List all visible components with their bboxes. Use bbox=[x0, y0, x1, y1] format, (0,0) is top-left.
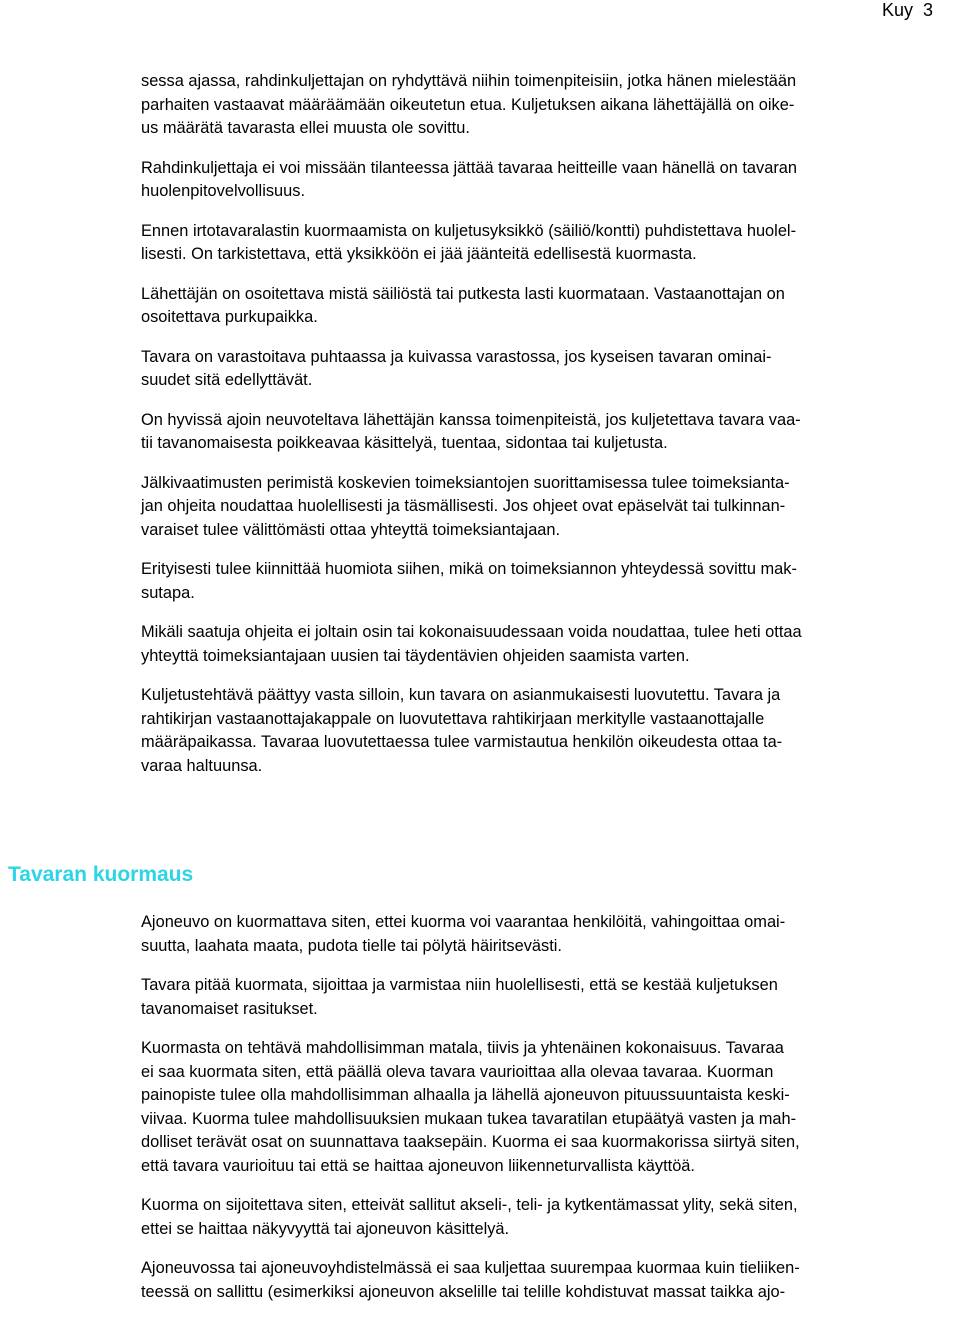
header-month: Kuy bbox=[881, 0, 913, 20]
body-text-bottom bbox=[141, 911, 956, 1304]
paragraph: sessa ajassa, rahdinkuljettajan on ryhdyttävä niihin toimenpiteisiin, jotka hänen mielestään parhaiten vastaavat määräämään oikeutetun etua. Kuljetuksen aikana lähettäjällä on oike- us määrätä tavarasta ellei muusta ole sovittu. bbox=[141, 72, 797, 137]
paragraph: Tavara pitää kuormata, sijoittaa ja varmistaa niin huolellisesti, että se kestää kuljetuksen tavanomaiset rasitukset. bbox=[141, 976, 778, 1018]
paragraph: Ennen irtotavaralastin kuormaamista on kuljetusyksikkö (säiliö/kontti) puhdistettava huolel- lisesti. On tarkistettava, että yksikköön ei jää jäänteitä edellisestä kuormasta. bbox=[141, 221, 797, 263]
paragraph: Rahdinkuljettaja ei voi missään tilanteessa jättää tavaraa heitteille vaan hänellä on tavaran huolenpitovelvollisuus. bbox=[141, 158, 798, 200]
paragraph: Tavara on varastoitava puhtaassa ja kuivassa varastossa, jos kyseisen tavaran ominai- suudet sitä edellyttävät. bbox=[141, 347, 772, 389]
paragraph: Kuormasta on tehtävä mahdollisimman matala, tiivis ja yhtenäinen kokonaisuus. Tavaraa ei saa kuormata siten, että päällä oleva tavara vaurioittaa alla olevaa tavaraa. Kuorman painopiste tulee olla mahdollisimman alhaalla ja lähellä ajoneuvon pituussuuntaista keski- viivaa. Kuorma tulee mahdollisuuksien mukaan tukea tavaratilan etupäätyä vasten ja mah- dolliset terävät osat on suunnattava taaksepäin. Kuorma ei saa kuormakorissa siirtyä siten, että tavara vaurioituu tai että se haittaa ajoneuvon liikenneturvallista käyttöä. bbox=[141, 1039, 800, 1175]
page-number: 3 bbox=[922, 0, 933, 20]
paragraph: Lähettäjän on osoitettava mistä säiliöstä tai putkesta lasti kuormataan. Vastaanottajan on osoitettava purkupaikka. bbox=[141, 284, 785, 326]
paragraph: On hyvissä ajoin neuvoteltava lähettäjän kanssa toimenpiteistä, jos kuljetettava tavara vaa- tii tavanomaisesta poikkeavaa käsittelyä, tuentaa, sidontaa tai kuljetusta. bbox=[141, 410, 801, 452]
paragraph: Jälkivaatimusten perimistä koskevien toimeksiantojen suorittamisessa tulee toimeksianta- jan ohjeita noudattaa huolellisesti ja täsmällisesti. Jos ohjeet ovat epäselvät tai tulkinnan- varaiset tulee välittömästi ottaa yhteyttä toimeksiantajaan. bbox=[141, 473, 790, 539]
paragraph: Erityisesti tulee kiinnittää huomiota siihen, mikä on toimeksiannon yhteydessä sovittu mak- sutapa. bbox=[141, 560, 797, 602]
page-header bbox=[882, 0, 933, 20]
section-heading: Tavaran kuormaus bbox=[8, 863, 194, 886]
paragraph: Ajoneuvo on kuormattava siten, ettei kuorma voi vaarantaa henkilöitä, vahingoittaa omai- suutta, laahata maata, pudota tielle tai pölytä häiritsevästi. bbox=[141, 913, 786, 955]
paragraph: Kuorma on sijoitettava siten, etteivät sallitut akseli-, teli- ja kytkentämassat ylity, sekä siten, ettei se haittaa näkyvyyttä tai ajoneuvon käsittelyä. bbox=[141, 1196, 798, 1238]
paragraph: Mikäli saatuja ohjeita ei joltain osin tai kokonaisuudessaan voida noudattaa, tulee heti ottaa yhteyttä toimeksiantajaan uusien tai täydentävien ohjeiden saamista varten. bbox=[141, 623, 802, 665]
paragraph: Ajoneuvossa tai ajoneuvoyhdistelmässä ei saa kuljettaa suurempaa kuormaa kuin tieliiken- teessä on sallittu (esimerkiksi ajoneuvon akselille tai telille kohdistuvat massat taikka ajo- bbox=[141, 1259, 800, 1301]
paragraph: Kuljetustehtävä päättyy vasta silloin, kun tavara on asianmukaisesti luovutettu. Tavara ja rahtikirjan vastaanottajakappale on luovutettava rahtikirjaan merkitylle vastaanottajalle määräpaikassa. Tavaraa luovutettaessa tulee varmistautua henkilön oikeudesta ottaa ta- varaa haltuunsa. bbox=[141, 686, 783, 775]
body-text-top bbox=[141, 70, 956, 778]
